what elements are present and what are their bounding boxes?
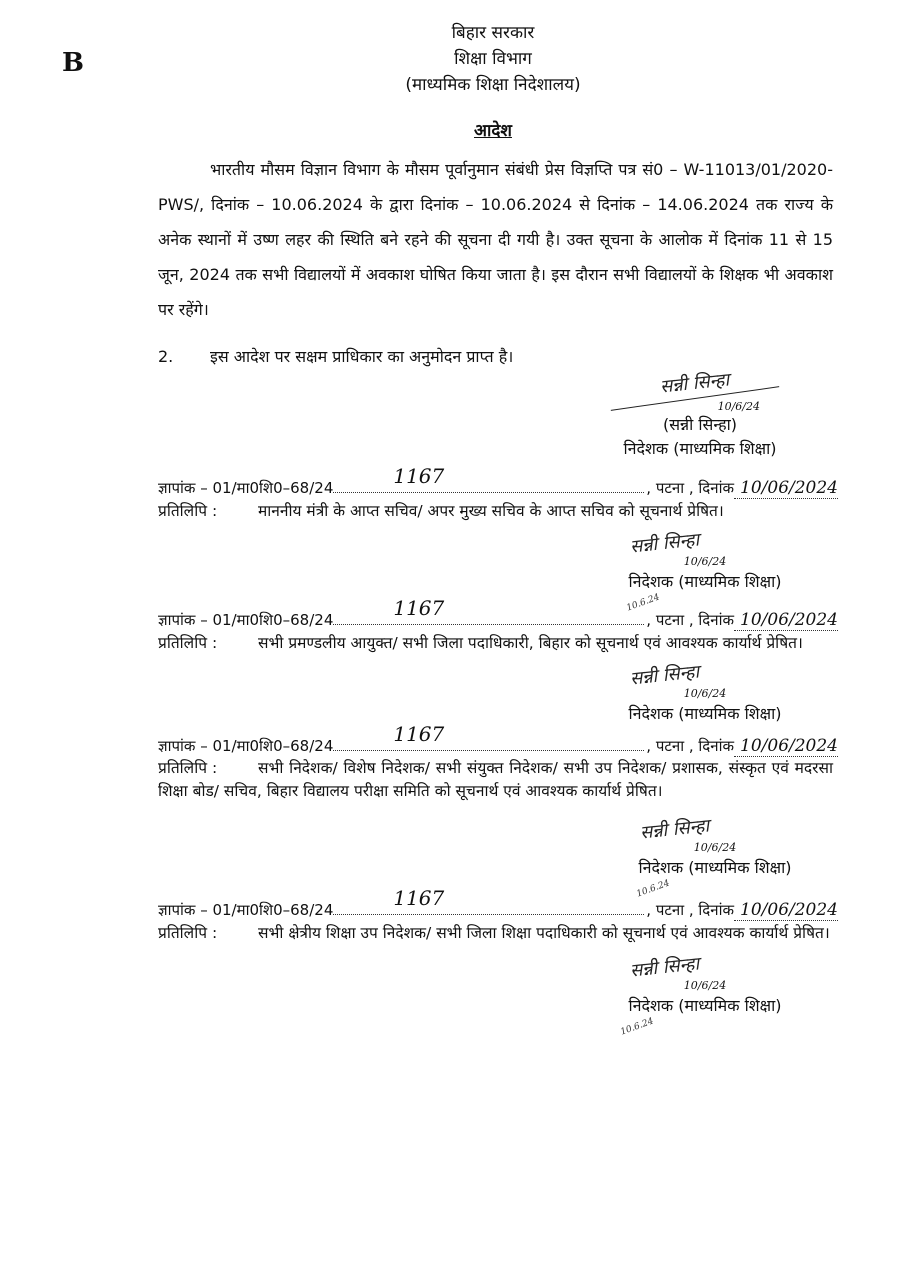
point-number: 2.	[158, 347, 174, 366]
memo-date: 10/06/2024	[734, 900, 838, 921]
order-title: आदेश	[474, 121, 512, 141]
govt-name: बिहार सरकार	[451, 23, 535, 43]
signatory-designation: निदेशक (माध्यमिक शिक्षा)	[623, 439, 777, 458]
letterhead	[40, 20, 906, 98]
copy-text: सभी प्रमण्डलीय आयुक्त/ सभी जिला पदाधिकारी, बिहार को सूचनार्थ एवं आवश्यक कार्यार्थ प्रेषित।	[258, 634, 803, 652]
copy-label: प्रतिलिपि :	[158, 759, 218, 777]
copy-to-2	[158, 632, 833, 655]
corner-mark: B	[62, 48, 84, 78]
memo-place: , पटना , दिनांक	[646, 737, 735, 755]
handwritten-signature: सन्नी सिन्हा	[639, 815, 711, 844]
memo-number: 1167	[393, 722, 445, 746]
memo-number: 1167	[393, 464, 445, 488]
signature-date: 10/6/24	[693, 841, 737, 854]
copy-label: प्रतिलिपि :	[158, 634, 218, 652]
copy-to-1	[158, 500, 833, 523]
order-body	[158, 152, 833, 327]
order-point-2	[158, 345, 833, 367]
copy-label: प्रतिलिपि :	[158, 924, 218, 942]
signature-date: 10/6/24	[717, 400, 760, 413]
memo-prefix: ज्ञापांक – 01/मा0शि0–68/24	[158, 901, 334, 919]
memo-reference-3	[158, 722, 838, 757]
memo-number: 1167	[393, 886, 445, 910]
copy-text: सभी निदेशक/ विशेष निदेशक/ सभी संयुक्त निदेशक/ सभी उप निदेशक/ प्रशासक, संस्कृत एवं मदरसा शिक्षा बोड/ सचिव, बिहार विद्यालय परीक्षा समिति को सूचनार्थ एवं आवश्यक कार्यार्थ प्रेषित।	[158, 759, 833, 800]
memo-signature-1	[600, 529, 810, 615]
memo-place: , पटना , दिनांक	[646, 479, 735, 497]
memo-date: 10/06/2024	[734, 736, 838, 757]
copy-text: सभी क्षेत्रीय शिक्षा उप निदेशक/ सभी जिला शिक्षा पदाधिकारी को सूचनार्थ एवं आवश्यक कार्यार्थ प्रेषित।	[258, 924, 830, 942]
receipt-stamp: 10.6.24	[619, 1016, 656, 1038]
memo-place: , पटना , दिनांक	[646, 901, 735, 919]
memo-prefix: ज्ञापांक – 01/मा0शि0–68/24	[158, 479, 334, 497]
signature-date: 10/6/24	[683, 687, 727, 700]
memo-reference-1	[158, 464, 838, 499]
memo-date: 10/06/2024	[734, 478, 838, 499]
directorate-name: (माध्यमिक शिक्षा निदेशालय)	[405, 75, 581, 95]
handwritten-signature: सन्नी सिन्हा	[629, 661, 701, 690]
department-name: शिक्षा विभाग	[454, 49, 532, 69]
receipt-stamp: 10.6.24	[625, 592, 662, 614]
signatory-designation: निदेशक (माध्यमिक शिक्षा)	[628, 996, 782, 1015]
handwritten-signature: सन्नी सिन्हा	[629, 529, 701, 558]
signatory-designation: निदेशक (माध्यमिक शिक्षा)	[628, 704, 782, 723]
memo-prefix: ज्ञापांक – 01/मा0शि0–68/24	[158, 611, 334, 629]
memo-prefix: ज्ञापांक – 01/मा0शि0–68/24	[158, 737, 334, 755]
receipt-stamp: 10.6.24	[635, 878, 672, 900]
memo-date: 10/06/2024	[734, 610, 838, 631]
memo-number: 1167	[393, 596, 445, 620]
handwritten-signature: सन्नी सिन्हा	[659, 369, 731, 398]
copy-to-4	[158, 922, 833, 945]
memo-place: , पटना , दिनांक	[646, 611, 735, 629]
signature-date: 10/6/24	[683, 555, 727, 568]
handwritten-signature: सन्नी सिन्हा	[629, 953, 701, 982]
copy-text: माननीय मंत्री के आप्त सचिव/ अपर मुख्य सचिव के आप्त सचिव को सूचनार्थ प्रेषित।	[258, 502, 724, 520]
signatory-name: (सन्नी सिन्हा)	[662, 415, 738, 434]
copy-label: प्रतिलिपि :	[158, 502, 218, 520]
order-paragraph-1: भारतीय मौसम विज्ञान विभाग के मौसम पूर्वानुमान संबंधी प्रेस विज्ञप्ति पत्र सं0 – W-11013/01/2020-PWS/, दिनांक – 10.06.2024 के द्वारा दिनांक – 10.06.2024 से दिनांक – 14.06.2024 तक राज्य के अनेक स्थानों में उष्ण लहर की स्थिति बने रहने की सूचना दी गयी है। उक्त सूचना के आलोक में दिनांक 11 से 15 जून, 2024 तक सभी विद्यालयों में अवकाश घोषित किया जाता है। इस दौरान सभी विद्यालयों के शिक्षक भी अवकाश पर रहेंगे।	[158, 160, 833, 319]
memo-signature-2	[600, 661, 810, 726]
point-text: इस आदेश पर सक्षम प्राधिकार का अनुमोदन प्राप्त है।	[210, 347, 514, 366]
signature-date: 10/6/24	[683, 979, 727, 992]
signature-block	[590, 369, 810, 461]
signatory-designation: निदेशक (माध्यमिक शिक्षा)	[638, 858, 792, 877]
copy-to-3	[158, 757, 833, 803]
memo-signature-3	[610, 815, 820, 901]
signatory-designation: निदेशक (माध्यमिक शिक्षा)	[628, 572, 782, 591]
memo-signature-4	[600, 953, 810, 1039]
